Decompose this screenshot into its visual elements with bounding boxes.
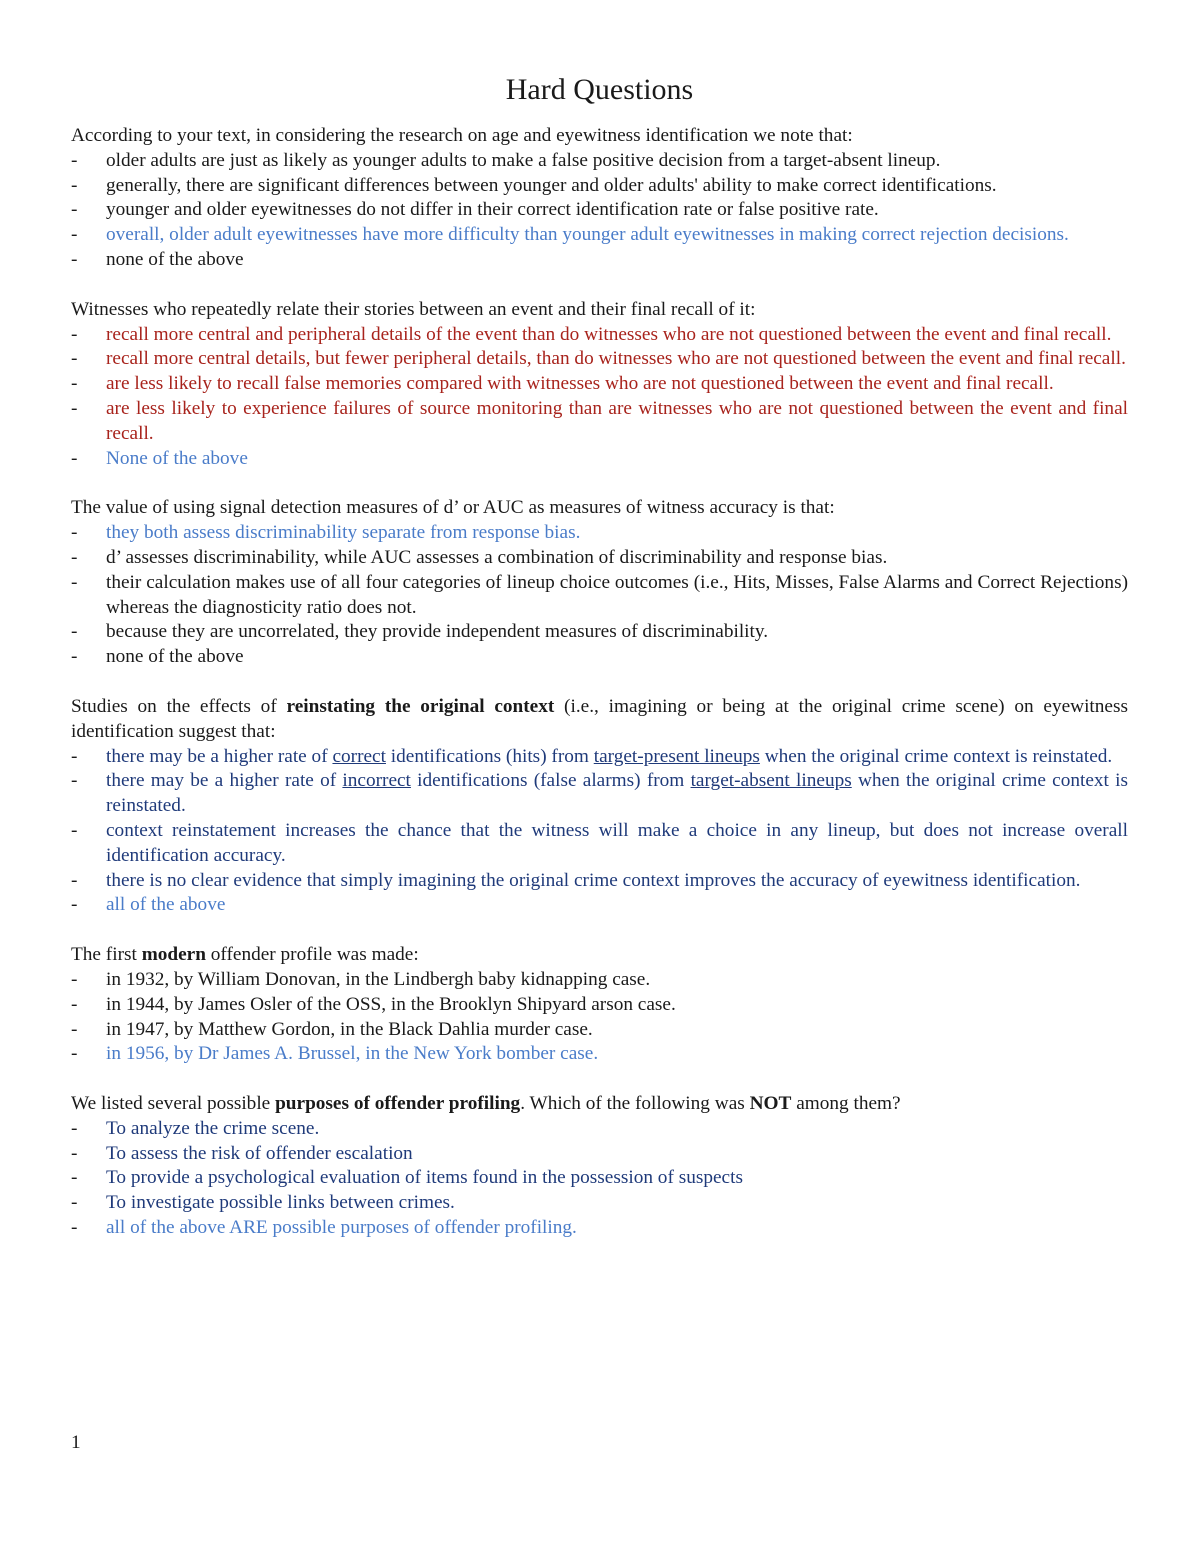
page-number: 1 <box>71 1432 81 1453</box>
answer-option: - in 1932, by William Donovan, in the Lindbergh baby kidnapping case. <box>71 968 1128 993</box>
answer-option: - none of the above <box>71 248 1128 273</box>
emphasis-text: purposes of offender profiling <box>275 1093 521 1115</box>
answer-option-highlighted: - all of the above <box>71 893 1128 918</box>
question-stem: Witnesses who repeatedly relate their stories between an event and their final recall of it: <box>71 298 756 320</box>
option-dash: - <box>71 1192 78 1214</box>
answer-option-highlighted: - in 1956, by Dr James A. Brussel, in the New York bomber case. <box>71 1042 1128 1067</box>
option-dash: - <box>71 373 78 395</box>
question-stem: According to your text, in considering the research on age and eyewitness identification we note that: <box>71 125 853 146</box>
option-dash: - <box>71 646 78 668</box>
answer-option-incorrect: - recall more central and peripheral details of the event than do witnesses who are not questioned between the event and final recall. <box>71 323 1128 348</box>
underlined-text: correct <box>332 745 386 767</box>
underlined-text: incorrect <box>342 770 411 792</box>
question-stem: Studies on the effects of reinstating the original context (i.e., imagining or being at the original crime scene) on eyewitness identification suggest that: <box>71 695 1128 742</box>
option-dash: - <box>71 1142 78 1164</box>
answer-option-incorrect: - recall more central details, but fewer peripheral details, than do witnesses who are not questioned between the event and final recall. <box>71 347 1128 372</box>
underlined-text: target-absent lineups <box>690 770 852 792</box>
answer-option: - context reinstatement increases the chance that the witness will make a choice in any lineup, but does not increase overall identification accuracy. <box>71 819 1128 866</box>
answer-option: - d’ assesses discriminability, while AUC assesses a combination of discriminability and response bias. <box>71 546 1128 571</box>
option-dash: - <box>71 323 78 345</box>
answer-option: - there may be a higher rate of correct identifications (hits) from target-present lineups when the original crime context is reinstated. <box>71 745 1128 770</box>
answer-option: - none of the above <box>71 645 1128 670</box>
emphasis-text: modern <box>141 944 206 966</box>
option-dash: - <box>71 348 78 370</box>
option-list <box>71 323 1128 472</box>
answer-option: - in 1944, by James Osler of the OSS, in the Brooklyn Shipyard arson case. <box>71 993 1128 1018</box>
page-title: Hard Questions <box>505 73 694 106</box>
question-block <box>71 695 1128 918</box>
answer-option: - older adults are just as likely as younger adults to make a false positive decision from a target-absent lineup. <box>71 149 1128 174</box>
option-dash: - <box>71 869 78 891</box>
option-dash: - <box>71 1217 78 1239</box>
option-dash: - <box>71 968 78 990</box>
question-block <box>71 124 1128 273</box>
answer-option-highlighted: - overall, older adult eyewitnesses have more difficulty than younger adult eyewitnesses in making correct rejection decisions. <box>71 223 1128 248</box>
answer-option-highlighted: - all of the above ARE possible purposes of offender profiling. <box>71 1216 1128 1241</box>
option-dash: - <box>71 571 78 593</box>
answer-option-incorrect: - are less likely to recall false memories compared with witnesses who are not questioned between the event and final recall. <box>71 372 1128 397</box>
question-block <box>71 496 1128 670</box>
option-dash: - <box>71 397 78 419</box>
option-list <box>71 968 1128 1067</box>
answer-option: - To investigate possible links between crimes. <box>71 1191 1128 1216</box>
answer-option: - their calculation makes use of all four categories of lineup choice outcomes (i.e., Hits, Misses, False Alarms and Correct Rejections) whereas the diagnosticity ratio does not. <box>71 571 1128 618</box>
option-dash: - <box>71 1167 78 1189</box>
answer-option: - To provide a psychological evaluation of items found in the possession of suspects <box>71 1166 1128 1191</box>
answer-option: - because they are uncorrelated, they provide independent measures of discriminability. <box>71 620 1128 645</box>
option-list <box>71 745 1128 919</box>
option-list <box>71 1117 1128 1241</box>
answer-option: - in 1947, by Matthew Gordon, in the Black Dahlia murder case. <box>71 1018 1128 1043</box>
answer-option-highlighted: - they both assess discriminability separate from response bias. <box>71 521 1128 546</box>
answer-option: - there may be a higher rate of incorrect identifications (false alarms) from target-absent lineups when the original crime context is reinstated. <box>71 770 1128 817</box>
option-dash: - <box>71 447 78 469</box>
option-dash: - <box>71 224 78 246</box>
option-dash: - <box>71 993 78 1015</box>
answer-option: - To assess the risk of offender escalation <box>71 1142 1128 1167</box>
answer-option: - generally, there are significant differences between younger and older adults' ability to make correct identifications. <box>71 174 1128 199</box>
option-dash: - <box>71 745 78 767</box>
question-block <box>71 943 1128 1067</box>
question-stem: We listed several possible purposes of offender profiling. Which of the following was NOT among them? <box>71 1093 901 1115</box>
option-dash: - <box>71 546 78 568</box>
option-dash: - <box>71 621 78 643</box>
answer-option: - younger and older eyewitnesses do not differ in their correct identification rate or false positive rate. <box>71 198 1128 223</box>
option-dash: - <box>71 894 78 916</box>
answer-option-incorrect: - are less likely to experience failures of source monitoring than are witnesses who are not questioned between the event and final recall. <box>71 397 1128 444</box>
document-page <box>71 70 1128 1266</box>
option-list <box>71 521 1128 670</box>
option-dash: - <box>71 1117 78 1139</box>
option-dash: - <box>71 770 78 792</box>
option-dash: - <box>71 199 78 221</box>
option-dash: - <box>71 149 78 171</box>
answer-option: - To analyze the crime scene. <box>71 1117 1128 1142</box>
underlined-text: target-present lineups <box>593 745 760 767</box>
emphasis-text: reinstating the original context <box>286 695 555 717</box>
answer-option-highlighted: - None of the above <box>71 447 1128 472</box>
question-stem: The value of using signal detection measures of d’ or AUC as measures of witness accuracy is that: <box>71 497 835 519</box>
option-list <box>71 149 1128 273</box>
emphasis-text: NOT <box>749 1093 792 1115</box>
question-block <box>71 298 1128 472</box>
option-dash: - <box>71 1018 78 1040</box>
answer-option: - there is no clear evidence that simply imagining the original crime context improves the accuracy of eyewitness identification. <box>71 869 1128 894</box>
option-dash: - <box>71 174 78 196</box>
question-stem: The first modern offender profile was made: <box>71 944 419 966</box>
option-dash: - <box>71 522 78 544</box>
option-dash: - <box>71 248 78 270</box>
question-block <box>71 1092 1128 1241</box>
option-dash: - <box>71 1043 78 1065</box>
option-dash: - <box>71 819 78 841</box>
